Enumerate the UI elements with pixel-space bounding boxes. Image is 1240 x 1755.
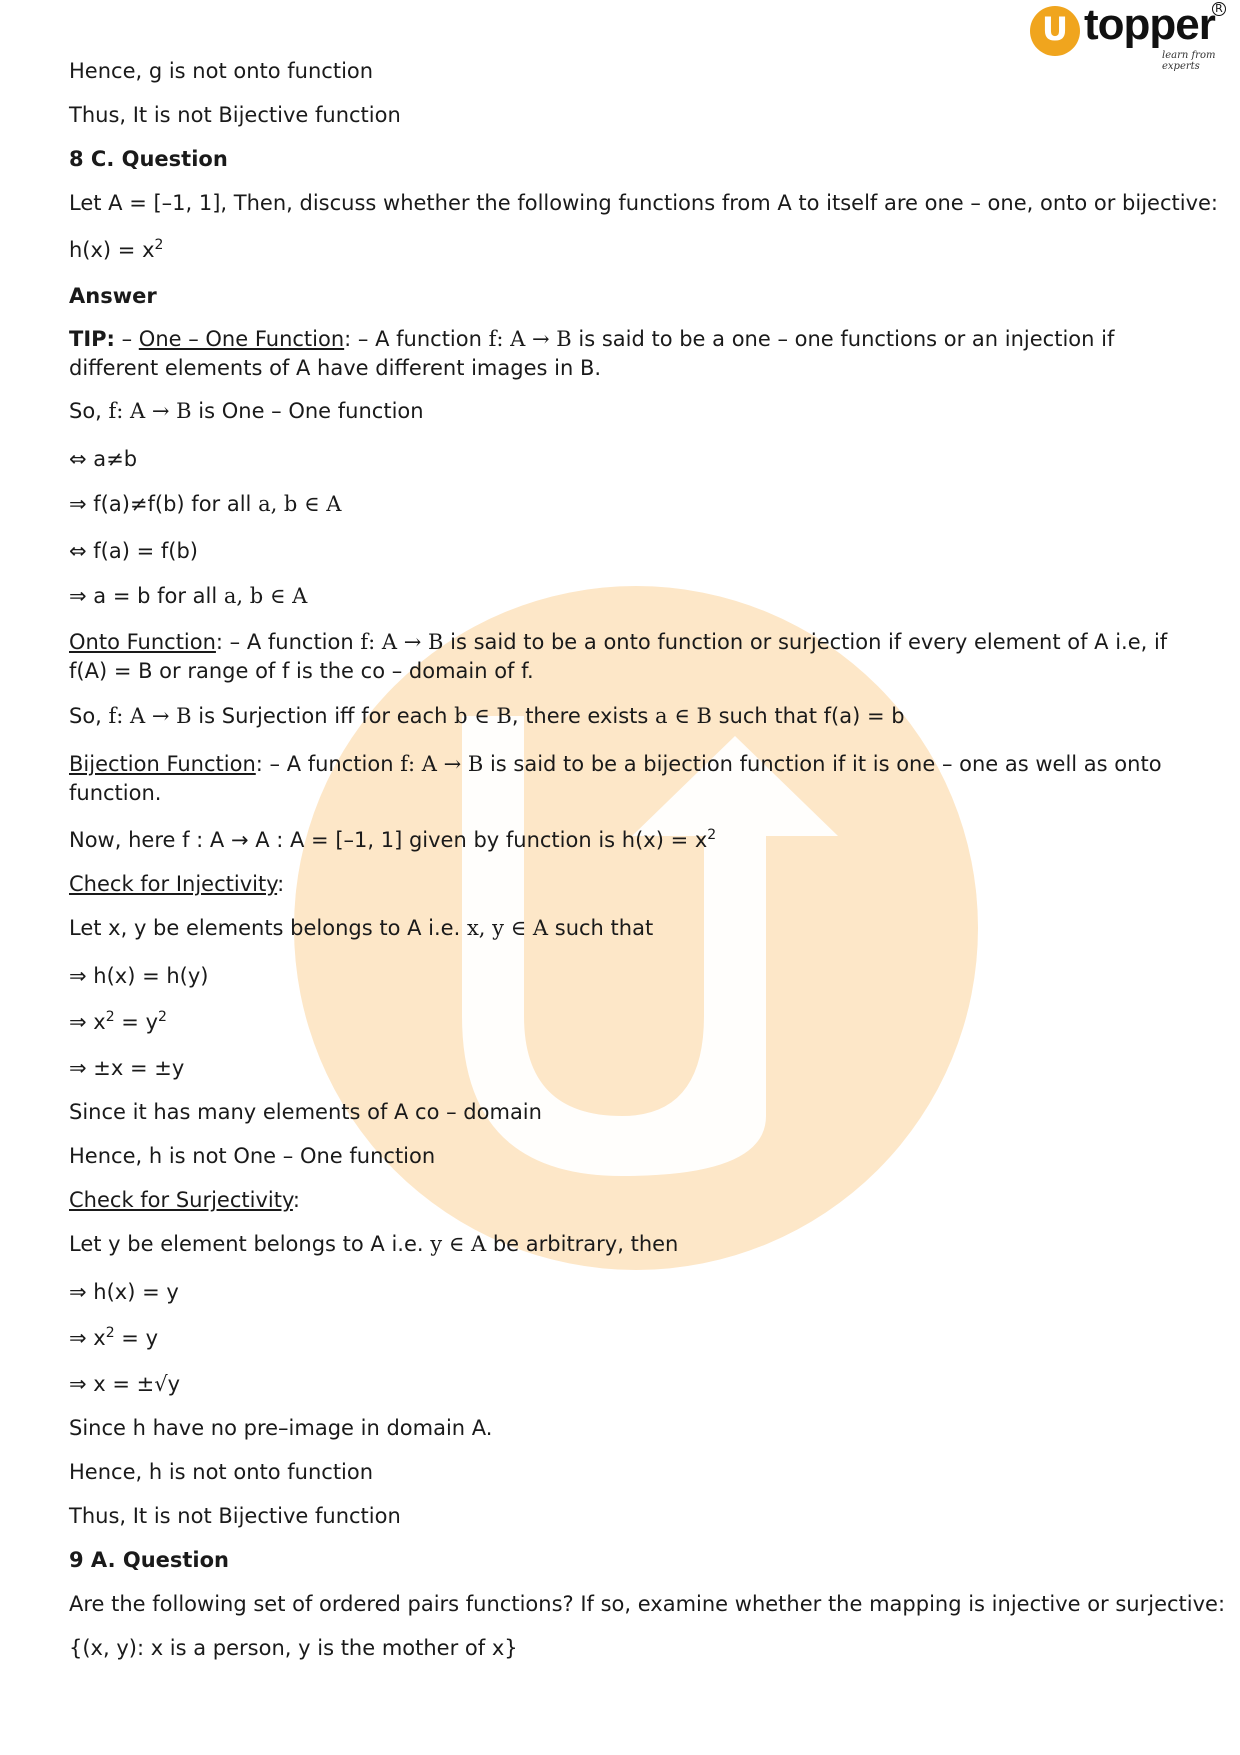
registered-mark: R <box>1212 2 1226 16</box>
math-step: ⇒ $x^2 = y^2$ <box>69 1009 167 1034</box>
answer-heading: Answer <box>69 284 157 308</box>
logo-badge: U <box>1030 6 1080 56</box>
function-definition: $h(x) = x^2$ <box>69 237 164 262</box>
tip-paragraph: TIP: – One – One Function: – A function f: A → B is said to be a one – one functions or an injection if different elements of A have different images in B. <box>69 327 1115 380</box>
math-step: ⇒ x = ±√y <box>69 1372 181 1396</box>
question-heading: 8 C. Question <box>69 147 228 171</box>
text-line: Since h have no pre–image in domain A. <box>69 1416 493 1440</box>
text-line: Thus, It is not Bijective function <box>69 1504 401 1528</box>
text-line: Hence, h is not onto function <box>69 1460 374 1484</box>
text-line: Thus, It is not Bijective function <box>69 103 401 127</box>
math-step: ⇔ f(a) = f(b) <box>69 539 198 563</box>
text-line: {(x, y): x is a person, y is the mother of x} <box>69 1636 518 1660</box>
bijection-paragraph: Bijection Function: – A function f: A → B is said to be a bijection function if it is one – one as well as onto function. <box>69 752 1162 805</box>
section-heading: Check for Surjectivity: <box>69 1188 300 1212</box>
logo-wordmark: topper <box>1084 0 1215 49</box>
math-step: ⇒ h(x) = y <box>69 1280 179 1304</box>
question-heading: 9 A. Question <box>69 1548 230 1572</box>
logo-tagline: learn from experts <box>1162 50 1216 72</box>
text-line: Hence, h is not One – One function <box>69 1144 436 1168</box>
section-heading: Check for Injectivity: <box>69 872 285 896</box>
text-line: Let x, y be elements belongs to A i.e. x, y ∈ A such that <box>69 916 654 940</box>
question-prompt: Are the following set of ordered pairs functions? If so, examine whether the mapping is injective or surjective: <box>69 1592 1226 1616</box>
text-line: So, f: A → B is One – One function <box>69 399 424 423</box>
text-line: Now, here f : A → A : A = [–1, 1] given by function is $h(x) = x^2$ <box>69 827 717 852</box>
text-line: Since it has many elements of A co – domain <box>69 1100 542 1124</box>
text-line: Hence, g is not onto function <box>69 59 374 83</box>
question-prompt: Let A = [–1, 1], Then, discuss whether the following functions from A to itself are one – one, onto or bijective: <box>69 191 1219 215</box>
math-step: ⇒ f(a)≠f(b) for all a, b ∈ A <box>69 492 342 516</box>
math-step: ⇒ a = b for all a, b ∈ A <box>69 584 308 608</box>
math-step: ⇒ ±x = ±y <box>69 1056 185 1080</box>
math-step: ⇔ a≠b <box>69 447 138 471</box>
text-line: Let y be element belongs to A i.e. y ∈ A be arbitrary, then <box>69 1232 679 1256</box>
math-step: ⇒ h(x) = h(y) <box>69 964 209 988</box>
text-line: So, f: A → B is Surjection iff for each b ∈ B, there exists a ∈ B such that f(a) = b <box>69 704 905 728</box>
math-step: ⇒ $x^2 = y$ <box>69 1325 158 1350</box>
onto-paragraph: Onto Function: – A function f: A → B is said to be a onto function or surjection if every element of A i.e, if f(A) = B or range of f is the co – domain of f. <box>69 630 1168 683</box>
